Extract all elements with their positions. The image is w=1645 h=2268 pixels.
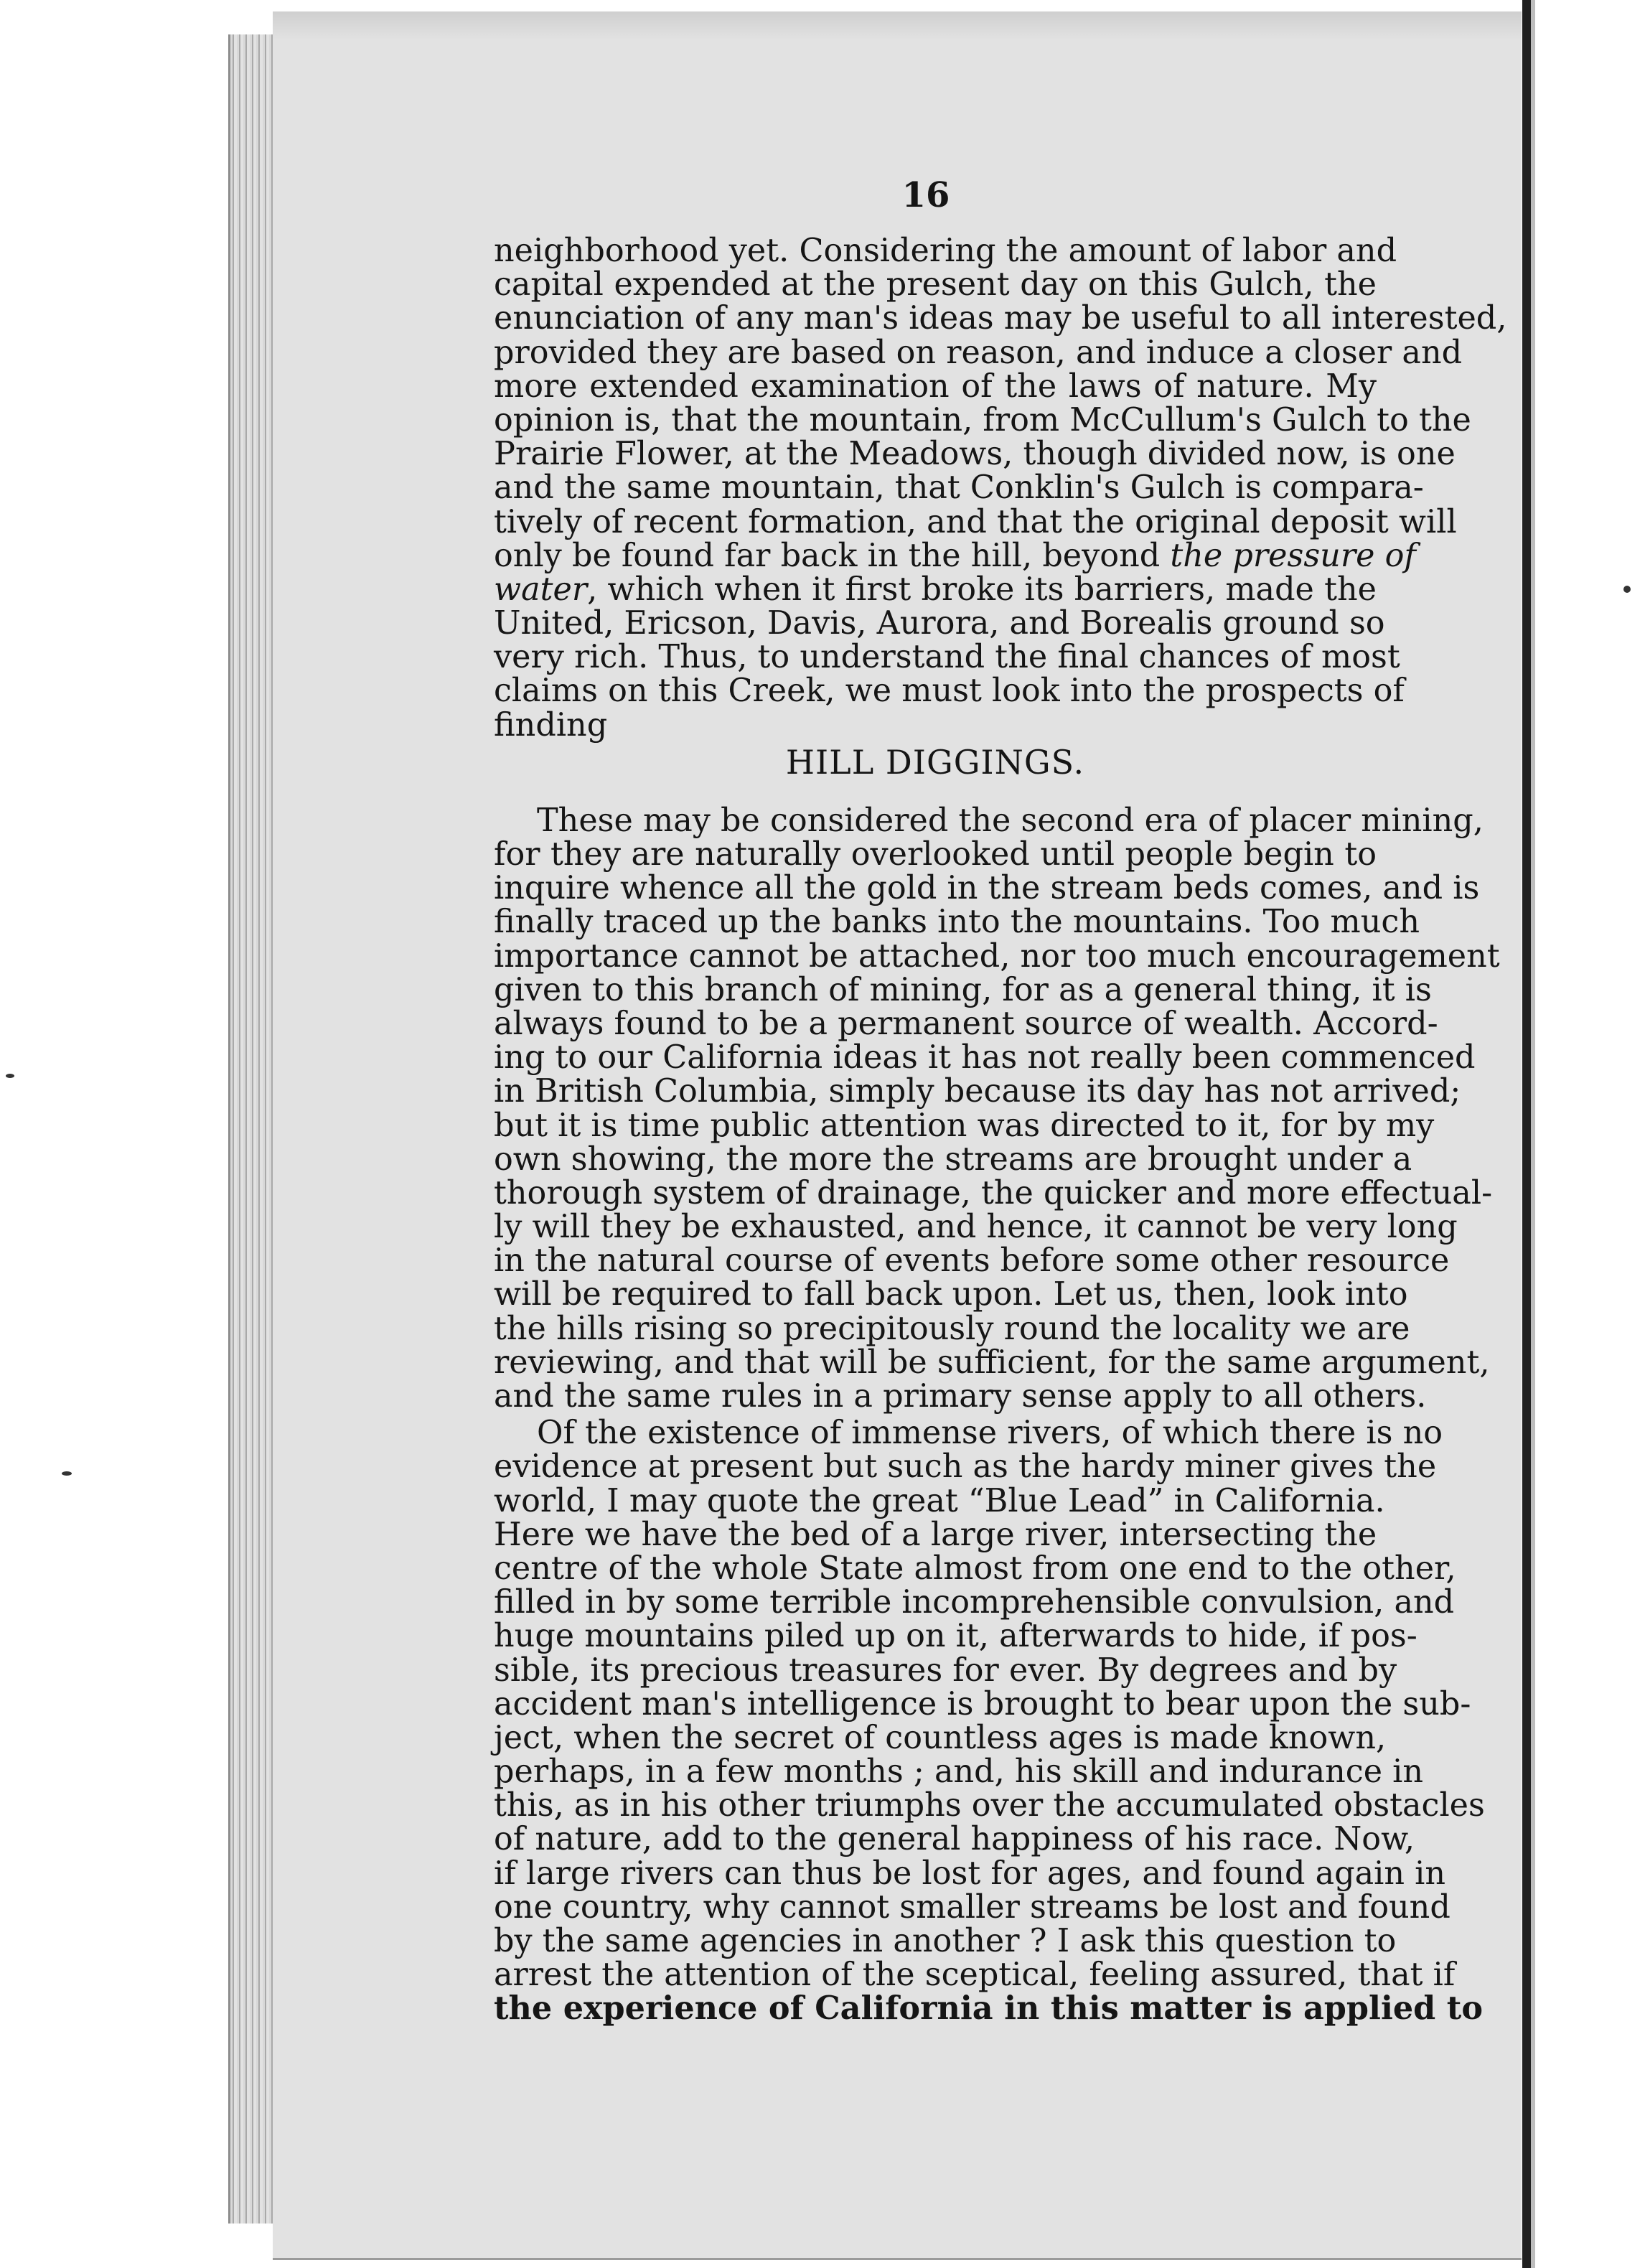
text-line: importance cannot be attached, nor too much encouragement [494,937,1500,975]
text-line: opinion is, that the mountain, from McCullum's Gulch to the [494,401,1471,439]
text-line: arrest the attention of the sceptical, feeling assured, that if [494,1957,1456,1994]
scan-speck [6,1074,14,1078]
text-line: Of the existence of immense rivers, of which there is no [537,1415,1443,1452]
text-line: but it is time public attention was directed to it, for by my [494,1107,1435,1144]
text-line: only be found far back in the hill, beyond the pressure of [494,537,1416,574]
text-line: own showing, the more the streams are brought under a [494,1140,1412,1178]
facing-page-border [1531,0,1535,2268]
paragraph-2 [494,802,1500,1415]
text-line: ly will they be exhausted, and hence, it cannot be very long [494,1209,1458,1246]
text-line: if large rivers can thus be lost for ages, and found again in [494,1855,1446,1892]
text-line: very rich. Thus, to understand the final chances of most [494,639,1400,676]
text-line: one country, why cannot smaller streams be lost and found [494,1888,1450,1926]
text-line: United, Ericson, Davis, Aurora, and Borealis ground so [494,605,1385,642]
text-line: centre of the whole State almost from one end to the other, [494,1550,1456,1587]
text-line: inquire whence all the gold in the stream beds comes, and is [494,870,1480,907]
page-top-shadow [273,11,1522,40]
text-line: in British Columbia, simply because its day has not arrived; [494,1073,1461,1110]
text-line: will be required to fall back upon. Let us, then, look into [494,1276,1408,1313]
text-line: in the natural course of events before some other resource [494,1242,1450,1280]
text-line: evidence at present but such as the hardy miner gives the [494,1448,1437,1486]
text-line: enunciation of any man's ideas may be useful to all interested, [494,300,1507,337]
text-line: and the same rules in a primary sense apply to all others. [494,1378,1427,1415]
text-line: perhaps, in a few months ; and, his skill and indurance in [494,1753,1424,1791]
text-line: tively of recent formation, and that the original deposit will [494,503,1457,540]
scan-speck [1623,586,1631,593]
text-line: given to this branch of mining, for as a general thing, it is [494,971,1432,1008]
text-line: filled in by some terrible incomprehensible convulsion, and [494,1584,1455,1621]
text-line: These may be considered the second era of placer mining, [537,802,1484,839]
text-line: neighborhood yet. Considering the amount of labor and [494,233,1397,269]
text-line: finding [494,706,608,744]
text-line: provided they are based on reason, and induce a closer and [494,334,1463,371]
text-line: of nature, add to the general happiness of his race. Now, [494,1821,1415,1858]
text-line: Prairie Flower, at the Meadows, though divided now, is one [494,436,1456,473]
text-line: water, which when it first broke its barriers, made the [494,571,1377,608]
text-line: ject, when the secret of countless ages is made known, [494,1719,1387,1756]
text-line: thorough system of drainage, the quicker and more effectual- [494,1174,1493,1212]
book-spine-line [1522,0,1531,2268]
text-line: Here we have the bed of a large river, intersecting the [494,1516,1377,1553]
text-line: and the same mountain, that Conklin's Gulch is compara- [494,469,1424,507]
text-line: world, I may quote the great “Blue Lead” in California. [494,1482,1385,1519]
text-line: always found to be a permanent source of wealth. Accord- [494,1005,1438,1042]
page-body [494,233,1507,2028]
book-page-edges [228,34,275,2224]
text-line: for they are naturally overlooked until people begin to [494,836,1377,873]
scan-speck [62,1471,72,1476]
text-line: sible, its precious treasures for ever. By degrees and by [494,1651,1397,1689]
text-line: the experience of California in this matter is applied to [494,1990,1484,2028]
text-line: more extended examination of the laws of nature. My [494,367,1377,405]
text-line: this, as in his other triumphs over the accumulated obstacles [494,1787,1485,1824]
text-line: the hills rising so precipitously round the locality we are [494,1310,1410,1347]
paragraph-3 [494,1415,1485,2028]
text-line: reviewing, and that will be sufficient, for the same argument, [494,1344,1490,1381]
text-line: accident man's intelligence is brought to bear upon the sub- [494,1685,1471,1723]
text-line: ing to our California ideas it has not really been commenced [494,1039,1476,1077]
text-line: capital expended at the present day on this Gulch, the [494,266,1377,304]
text-line: claims on this Creek, we must look into the prospects of [494,673,1405,710]
text-line: finally traced up the banks into the mountains. Too much [494,904,1420,941]
page-number: 16 [901,175,950,215]
text-line: by the same agencies in another ? I ask this question to [494,1923,1397,1959]
facing-page-edge [1531,0,1645,2268]
section-heading: HILL DIGGINGS. [785,742,1085,782]
paragraph-1 [494,233,1507,744]
text-line: huge mountains piled up on it, afterwards to hide, if pos- [494,1618,1417,1655]
